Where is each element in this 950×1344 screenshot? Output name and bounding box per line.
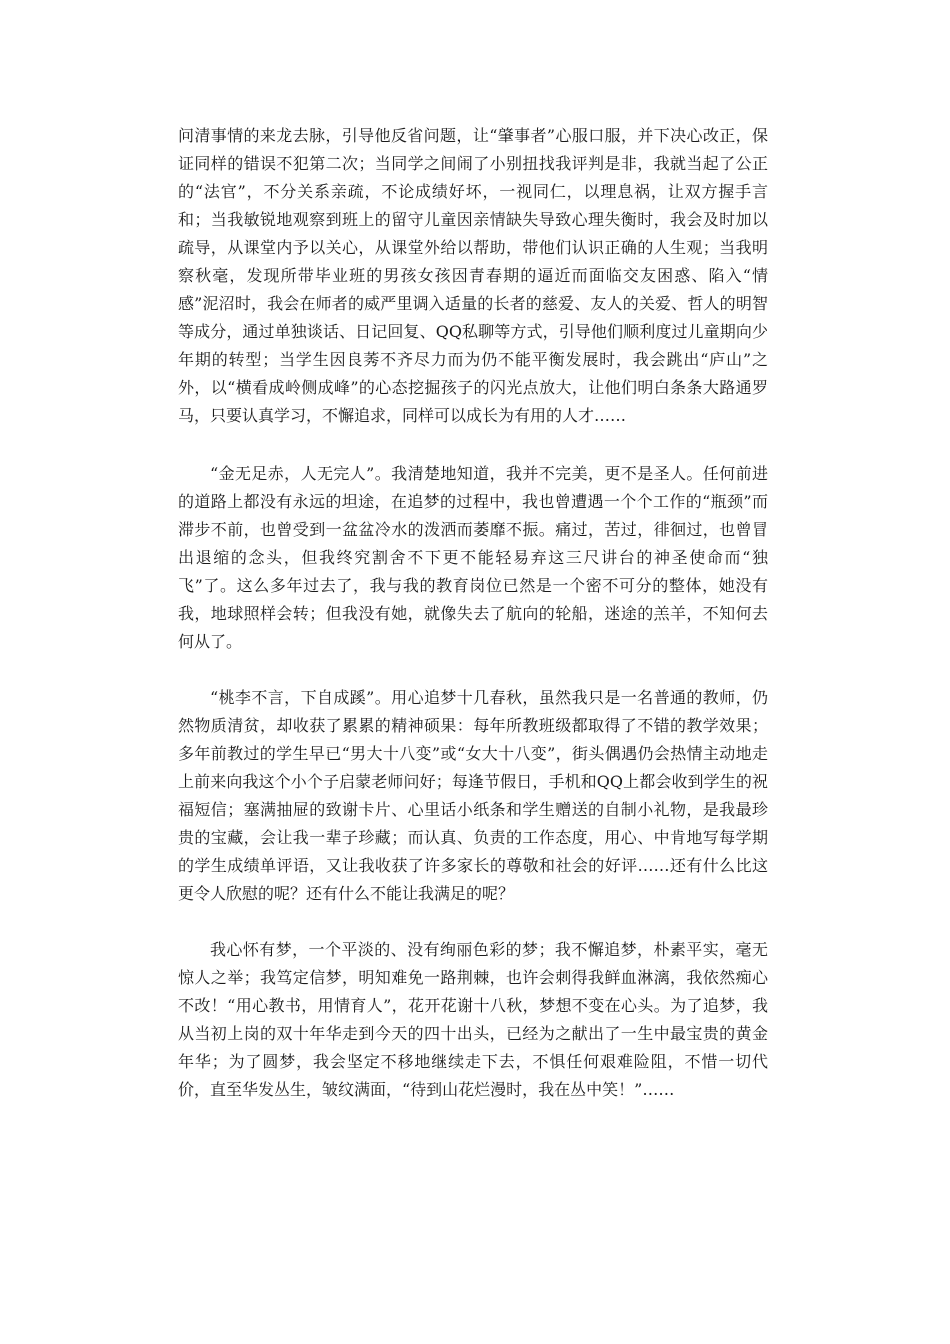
paragraph-continuation: 问清事情的来龙去脉，引导他反省问题，让“肇事者”心服口服，并下决心改正，保证同样的错误不犯第二次；当同学之间闹了小别扭找我评判是非，我就当起了公正的“法官”，不分关系亲疏，不论成绩好坏，一视同仁，以理息祸，让双方握手言和；当我敏锐地观察到班上的留守儿童因亲情缺失导致心理失衡时，我会及时加以疏导，从课堂内予以关心，从课堂外给以帮助，带他们认识正确的人生观；当我明察秋毫，发现所带毕业班的男孩女孩因青春期的逼近而面临交友困惑、陷入“情感”泥沼时，我会在师者的威严里调入适量的长者的慈爱、友人的关爱、哲人的明智等成分，通过单独谈话、日记回复、QQ私聊等方式，引导他们顺利度过儿童期向少年期的转型；当学生因良莠不齐尽力而为仍不能平衡发展时，我会跳出“庐山”之外，以“横看成岭侧成峰”的心态挖掘孩子的闪光点放大，让他们明白条条大路通罗马，只要认真学习，不懈追求，同样可以成长为有用的人才…… [178,126,768,425]
paragraph-imperfection: “金无足赤，人无完人”。我清楚地知道，我并不完美，更不是圣人。任何前进的道路上都没有永远的坦途，在追梦的过程中，我也曾遭遇一个个工作的“瓶颈”而滞步不前，也曾受到一盆盆冷水的泼洒而萎靡不振。痛过，苦过，徘徊过，也曾冒出退缩的念头，但我终究割舍不下更不能轻易弃这三尺讲台的神圣使命而“独飞”了。这么多年过去了，我与我的教育岗位已然是一个密不可分的整体，她没有我，地球照样会转；但我没有她，就像失去了航向的轮船，迷途的羔羊，不知何去何从了。 [178,464,768,651]
document-body [178,122,768,1104]
paragraph-dream: 我心怀有梦，一个平淡的、没有绚丽色彩的梦；我不懈追梦，朴素平实，毫无惊人之举；我笃定信梦，明知难免一路荆棘，也许会刺得我鲜血淋漓，我依然痴心不改！“用心教书，用情育人”，花开花谢十八秋，梦想不变在心头。为了追梦，我从当初上岗的双十年华走到今天的四十出头，已经为之献出了一生中最宝贵的黄金年华；为了圆梦，我会坚定不移地继续走下去，不惧任何艰难险阻，不惜一切代价，直至华发丛生，皱纹满面，“待到山花烂漫时，我在丛中笑！”…… [178,940,768,1099]
paragraph-harvest: “桃李不言，下自成蹊”。用心追梦十几春秋，虽然我只是一名普通的教师，仍然物质清贫，却收获了累累的精神硕果：每年所教班级都取得了不错的教学效果；多年前教过的学生早已“男大十八变”或“女大十八变”，街头偶遇仍会热情主动地走上前来向我这个小个子启蒙老师问好；每逢节假日，手机和QQ上都会收到学生的祝福短信；塞满抽屉的致谢卡片、心里话小纸条和学生赠送的自制小礼物，是我最珍贵的宝藏，会让我一辈子珍藏；而认真、负责的工作态度，用心、中肯地写每学期的学生成绩单评语，又让我收获了许多家长的尊敬和社会的好评……还有什么比这更令人欣慰的呢？还有什么不能让我满足的呢？ [178,688,768,903]
